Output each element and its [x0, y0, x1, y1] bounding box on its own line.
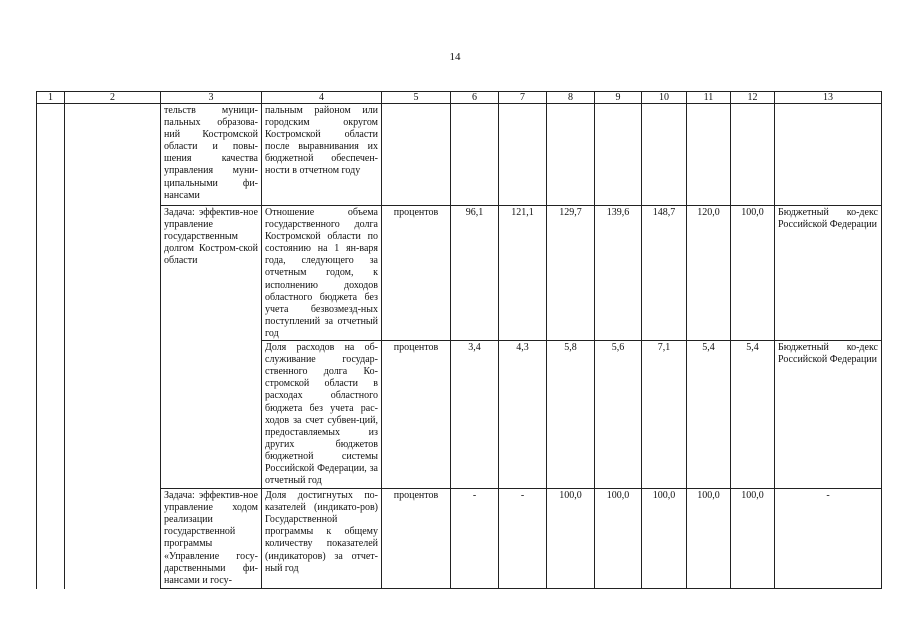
value-cell: - — [499, 489, 547, 589]
value-cell: 5,4 — [687, 341, 731, 489]
value-cell: 139,6 — [595, 206, 642, 341]
task-cell: Задача: эффектив-ное управление государственным долгом Костром-ской области — [161, 206, 262, 489]
basis-cell-empty — [775, 104, 882, 206]
value-cell: 100,0 — [642, 489, 687, 589]
basis-cell: Бюджетный ко-декс Российской Федерации — [775, 206, 882, 341]
table-row — [37, 489, 882, 589]
header-col-12: 12 — [731, 92, 775, 104]
value-cell-empty — [687, 104, 731, 206]
value-cell-empty — [499, 104, 547, 206]
header-col-9: 9 — [595, 92, 642, 104]
value-cell-empty — [595, 104, 642, 206]
indicators-table — [36, 91, 882, 589]
cell-col2-empty — [65, 104, 161, 589]
value-cell: 3,4 — [451, 341, 499, 489]
unit-cell-empty — [382, 104, 451, 206]
value-cell-empty — [451, 104, 499, 206]
value-cell-empty — [642, 104, 687, 206]
unit-cell: процентов — [382, 206, 451, 341]
value-cell: 100,0 — [547, 489, 595, 589]
value-cell: 5,4 — [731, 341, 775, 489]
indicator-cell: пальным районом или городским округом Костромской области после выравнивания их бюджетной обеспечен-ности в отчетном году — [262, 104, 382, 206]
value-cell: 121,1 — [499, 206, 547, 341]
basis-cell: - — [775, 489, 882, 589]
value-cell: 100,0 — [595, 489, 642, 589]
header-col-10: 10 — [642, 92, 687, 104]
basis-cell: Бюджетный ко-декс Российской Федерации — [775, 341, 882, 489]
header-col-3: 3 — [161, 92, 262, 104]
header-col-7: 7 — [499, 92, 547, 104]
value-cell: 5,6 — [595, 341, 642, 489]
value-cell: 100,0 — [731, 489, 775, 589]
table-row — [37, 206, 882, 341]
value-cell: 100,0 — [731, 206, 775, 341]
value-cell: 5,8 — [547, 341, 595, 489]
header-col-6: 6 — [451, 92, 499, 104]
value-cell: 120,0 — [687, 206, 731, 341]
value-cell: 7,1 — [642, 341, 687, 489]
header-col-13: 13 — [775, 92, 882, 104]
value-cell: - — [451, 489, 499, 589]
header-col-1: 1 — [37, 92, 65, 104]
value-cell: 4,3 — [499, 341, 547, 489]
unit-cell: процентов — [382, 489, 451, 589]
value-cell: 148,7 — [642, 206, 687, 341]
value-cell: 96,1 — [451, 206, 499, 341]
header-col-2: 2 — [65, 92, 161, 104]
indicator-cell: Доля достигнутых по-казателей (индикато-ров) Государственной программы к общему количеству показателей (индикаторов) за отчет-ный год — [262, 489, 382, 589]
value-cell: 129,7 — [547, 206, 595, 341]
value-cell-empty — [731, 104, 775, 206]
value-cell: 100,0 — [687, 489, 731, 589]
header-col-11: 11 — [687, 92, 731, 104]
task-cell: тельств муници-пальных образова-ний Костромской области и повы-шения качества управления муни-ципальными фи-нансами — [161, 104, 262, 206]
indicator-cell: Доля расходов на об-служивание государ-ственного долга Ко-стромской области в расходах областного бюджета без учета рас-ходов за счет субвен-ций, предоставляемых из других бюджетов бюджетной системы Российской Федерации, за отчетный год — [262, 341, 382, 489]
indicator-cell: Отношение объема государственного долга Костромской области по состоянию на 1 ян-варя года, следующего за отчетным годом, к исполнению доходов областного бюджета без учета безвозмезд-ных поступлений за отчетный год — [262, 206, 382, 341]
page-number: 14 — [449, 51, 461, 63]
cell-col1-empty — [37, 104, 65, 589]
header-col-4: 4 — [262, 92, 382, 104]
task-cell: Задача: эффектив-ное управление ходом реализации государственной программы «Управление госу-дарственными фи-нансами и госу- — [161, 489, 262, 589]
value-cell-empty — [547, 104, 595, 206]
table-header — [37, 92, 882, 104]
header-col-5: 5 — [382, 92, 451, 104]
header-col-8: 8 — [547, 92, 595, 104]
unit-cell: процентов — [382, 341, 451, 489]
table-row — [37, 104, 882, 206]
